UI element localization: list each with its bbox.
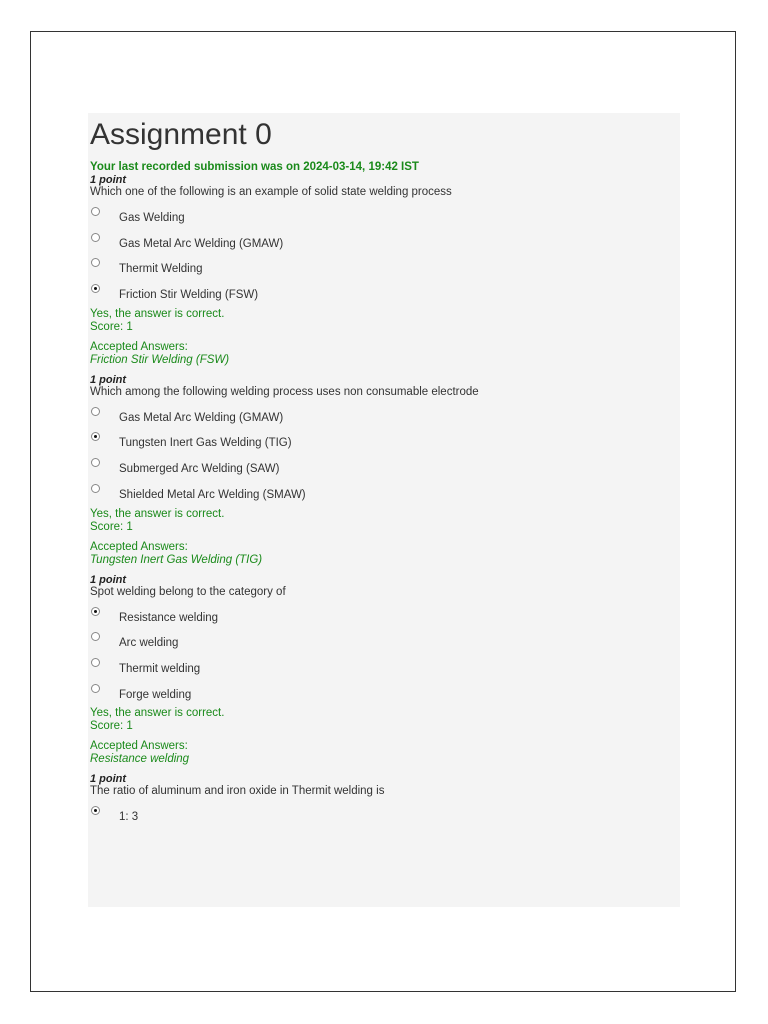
question-points: 1 point <box>90 373 127 386</box>
question-4 <box>90 773 678 830</box>
option-label: Thermit welding <box>119 662 201 675</box>
question-text: Which among the following welding process uses non consumable electrode <box>90 385 479 398</box>
question-points: 1 point <box>90 573 127 586</box>
option-label: Gas Welding <box>119 212 185 224</box>
question-text: Spot welding belong to the category of <box>90 585 286 598</box>
question-3 <box>90 574 678 767</box>
accepted-answers-label: Accepted Answers: <box>90 340 188 353</box>
score-text: Score: 1 <box>90 320 133 333</box>
option-tig[interactable] <box>90 430 678 456</box>
option-label: Resistance welding <box>119 611 219 624</box>
answer-feedback: Yes, the answer is correct. <box>90 507 225 520</box>
option-label: Shielded Metal Arc Welding (SMAW) <box>119 488 306 501</box>
option-forge-welding[interactable] <box>90 682 678 708</box>
accepted-answer-value: Resistance welding <box>90 753 190 766</box>
radio-button[interactable] <box>91 484 100 493</box>
option-gas-welding[interactable] <box>90 205 678 231</box>
options-list <box>90 205 678 308</box>
option-thermit-welding[interactable] <box>90 256 678 282</box>
score-text: Score: 1 <box>90 720 133 733</box>
option-label: Gas Metal Arc Welding (GMAW) <box>119 411 284 424</box>
option-saw[interactable] <box>90 456 678 482</box>
option-arc-welding[interactable] <box>90 630 678 656</box>
radio-button-selected[interactable] <box>91 432 100 441</box>
option-gmaw[interactable] <box>90 405 678 431</box>
answer-feedback: Yes, the answer is correct. <box>90 307 225 320</box>
radio-button[interactable] <box>91 207 100 216</box>
option-label: Friction Stir Welding (FSW) <box>119 289 259 302</box>
assignment-panel <box>88 113 680 907</box>
option-thermit-welding[interactable] <box>90 656 678 682</box>
option-ratio-1-3[interactable] <box>90 804 678 830</box>
options-list <box>90 405 678 508</box>
answer-feedback: Yes, the answer is correct. <box>90 707 225 720</box>
accepted-answers <box>90 541 678 567</box>
radio-button[interactable] <box>91 407 100 416</box>
option-label: Tungsten Inert Gas Welding (TIG) <box>119 437 292 450</box>
option-label: Forge welding <box>119 688 192 701</box>
radio-button-selected[interactable] <box>91 607 100 616</box>
options-list <box>90 605 678 708</box>
radio-button[interactable] <box>91 632 100 641</box>
options-list <box>90 804 678 830</box>
radio-button[interactable] <box>91 658 100 667</box>
question-text: Which one of the following is an example of solid state welding process <box>90 186 452 198</box>
option-label: Submerged Arc Welding (SAW) <box>119 463 280 476</box>
radio-button[interactable] <box>91 258 100 267</box>
accepted-answers-label: Accepted Answers: <box>90 540 188 553</box>
radio-button[interactable] <box>91 684 100 693</box>
option-label: 1: 3 <box>119 811 139 824</box>
radio-button[interactable] <box>91 458 100 467</box>
question-1 <box>90 174 678 367</box>
question-2 <box>90 374 678 567</box>
option-resistance-welding[interactable] <box>90 605 678 631</box>
option-fsw[interactable] <box>90 282 678 308</box>
accepted-answer-value: Tungsten Inert Gas Welding (TIG) <box>90 553 263 566</box>
option-label: Arc welding <box>119 637 179 650</box>
accepted-answers-label: Accepted Answers: <box>90 740 188 753</box>
option-label: Gas Metal Arc Welding (GMAW) <box>119 237 284 250</box>
option-label: Thermit Welding <box>119 263 203 276</box>
accepted-answer-value: Friction Stir Welding (FSW) <box>90 353 230 366</box>
page-title: Assignment 0 <box>90 118 272 151</box>
question-points: 1 point <box>90 773 127 786</box>
accepted-answers <box>90 740 678 766</box>
radio-button-selected[interactable] <box>91 284 100 293</box>
question-points: 1 point <box>90 174 127 186</box>
option-smaw[interactable] <box>90 482 678 508</box>
question-text: The ratio of aluminum and iron oxide in Thermit welding is <box>90 785 385 798</box>
accepted-answers <box>90 341 678 367</box>
option-gmaw[interactable] <box>90 231 678 257</box>
score-text: Score: 1 <box>90 520 133 533</box>
submission-status: Your last recorded submission was on 2024-03-14, 19:42 IST <box>90 161 419 173</box>
radio-button-selected[interactable] <box>91 806 100 815</box>
radio-button[interactable] <box>91 233 100 242</box>
